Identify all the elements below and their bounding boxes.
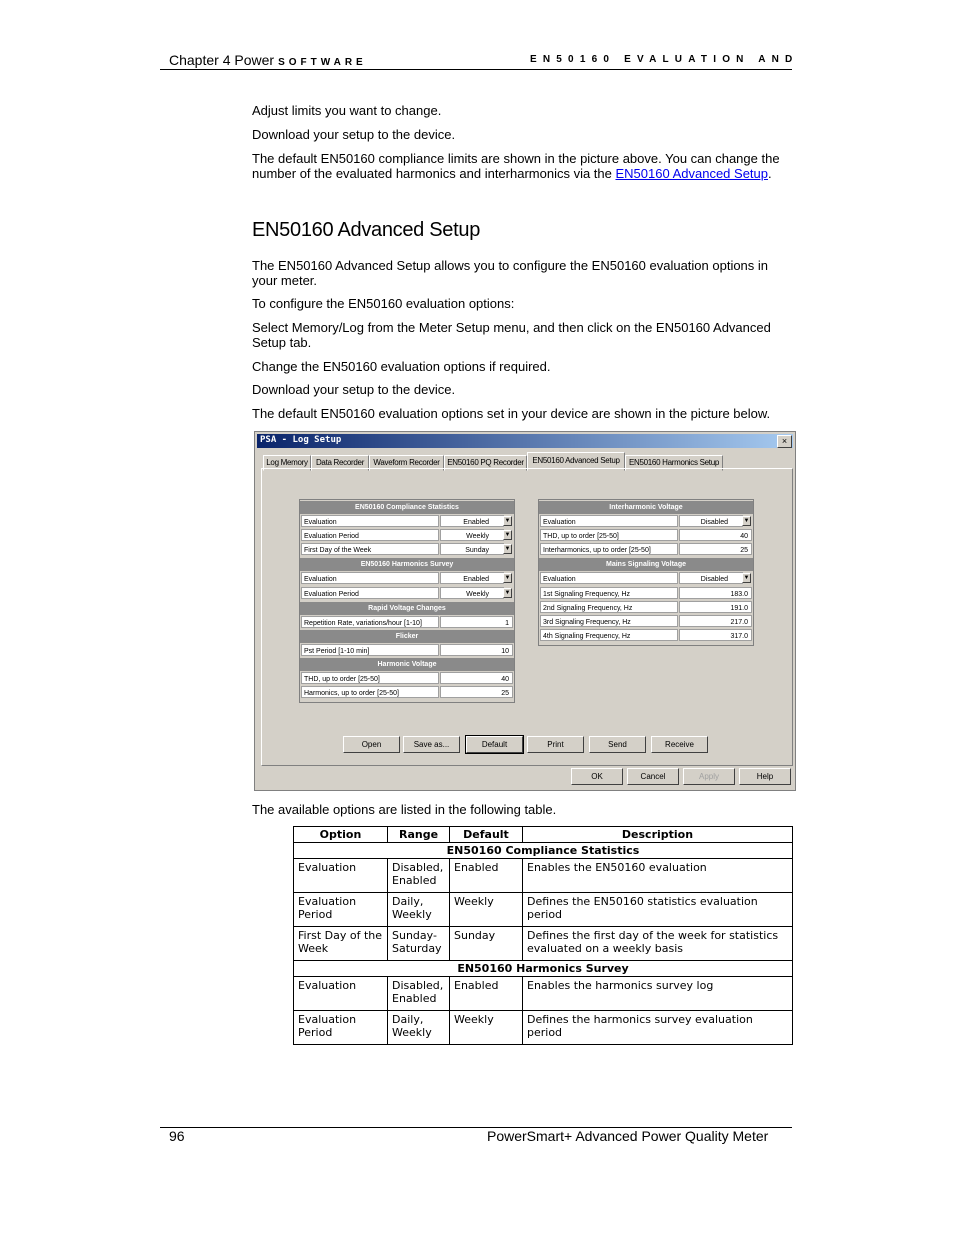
chevron-down-icon[interactable]: ▼: [504, 546, 511, 552]
mains-signaling-header: Mains Signaling Voltage: [539, 558, 753, 571]
chevron-down-icon[interactable]: ▼: [743, 518, 750, 524]
cell: Evaluation: [294, 977, 388, 1011]
paragraph: Adjust limits you want to change.: [252, 103, 442, 118]
column-header: Range: [388, 827, 450, 843]
tab-advanced-setup[interactable]: EN50160 Advanced Setup: [527, 452, 625, 471]
running-header-title: EN50160 EVALUATION AND: [530, 54, 799, 65]
chevron-down-icon[interactable]: ▼: [504, 575, 511, 581]
options-table: [293, 826, 793, 1045]
chevron-down-icon[interactable]: ▼: [743, 575, 750, 581]
chevron-down-icon[interactable]: ▼: [504, 532, 511, 538]
interharmonic-thd-input[interactable]: 40: [679, 529, 752, 541]
cell: Enables the harmonics survey log: [523, 977, 793, 1011]
paragraph: To configure the EN50160 evaluation options:: [252, 296, 515, 311]
rvc-header: Rapid Voltage Changes: [300, 602, 514, 615]
default-button[interactable]: Default: [466, 736, 523, 753]
cell: Disabled, Enabled: [388, 977, 450, 1011]
chevron-down-icon[interactable]: ▼: [504, 518, 511, 524]
first-day-select[interactable]: Sunday: [440, 543, 504, 555]
thd-order-input[interactable]: 40: [440, 672, 513, 684]
harmonics-order-input[interactable]: 25: [440, 686, 513, 698]
save-as-button[interactable]: Save as...: [403, 736, 460, 753]
table-row: [294, 859, 793, 893]
dialog-title: PSA - Log Setup: [260, 435, 342, 445]
table-header-row: [294, 827, 793, 843]
help-button[interactable]: Help: [739, 768, 791, 785]
label: 1st Signaling Frequency, Hz: [540, 587, 678, 599]
tab-harmonics-setup[interactable]: EN50160 Harmonics Setup: [625, 455, 723, 471]
cell: Enables the EN50160 evaluation: [523, 859, 793, 893]
compliance-evaluation-select[interactable]: Enabled: [440, 515, 504, 527]
advanced-setup-link[interactable]: EN50160 Advanced Setup: [615, 166, 768, 181]
label: 3rd Signaling Frequency, Hz: [540, 615, 678, 627]
log-setup-dialog: [254, 431, 796, 791]
harmonics-period-select[interactable]: Weekly: [440, 587, 504, 599]
section-row: EN50160 Compliance Statistics: [294, 843, 793, 859]
paragraph-text: The default EN50160 compliance limits are shown in the picture above. You can change the number of the evaluated harmonics and interharmonics via the: [252, 151, 780, 181]
harmonic-voltage-header: Harmonic Voltage: [300, 658, 514, 671]
paragraph: Download your setup to the device.: [252, 382, 456, 397]
paragraph-text: .: [768, 166, 772, 181]
interharmonic-evaluation-select[interactable]: Disabled: [679, 515, 743, 527]
page-number: 96: [169, 1128, 185, 1144]
label: Repetition Rate, variations/hour [1-10]: [301, 616, 439, 628]
cell: Weekly: [450, 1011, 523, 1045]
paragraph: Select Memory/Log from the Meter Setup menu, and then click on the EN50160 Advanced Setup tab.: [252, 320, 771, 350]
label: Interharmonics, up to order [25-50]: [540, 543, 678, 555]
cell: Evaluation: [294, 859, 388, 893]
table-row: [294, 1011, 793, 1045]
footer-product: PowerSmart+ Advanced Power Quality Meter: [487, 1128, 769, 1144]
label: Harmonics, up to order [25-50]: [301, 686, 439, 698]
label: THD, up to order [25-50]: [540, 529, 678, 541]
print-button[interactable]: Print: [527, 736, 584, 753]
freq1-input[interactable]: 183.0: [679, 587, 752, 599]
freq4-input[interactable]: 317.0: [679, 629, 752, 641]
table-row: [294, 927, 793, 961]
chevron-down-icon[interactable]: ▼: [504, 590, 511, 596]
cell: Enabled: [450, 977, 523, 1011]
freq2-input[interactable]: 191.0: [679, 601, 752, 613]
cell: Defines the first day of the week for statistics evaluated on a weekly basis: [523, 927, 793, 961]
flicker-header: Flicker: [300, 630, 514, 643]
open-button[interactable]: Open: [343, 736, 400, 753]
table-row: [294, 977, 793, 1011]
left-settings-group: [299, 499, 515, 703]
freq3-input[interactable]: 217.0: [679, 615, 752, 627]
label: THD, up to order [25-50]: [301, 672, 439, 684]
close-icon[interactable]: ×: [777, 435, 792, 448]
cell: Defines the harmonics survey evaluation period: [523, 1011, 793, 1045]
interharmonic-header: Interharmonic Voltage: [539, 501, 753, 514]
paragraph: The default EN50160 evaluation options set in your device are shown in the picture below.: [252, 406, 771, 421]
header-chapter-text: Chapter 4 Power: [169, 52, 275, 68]
paragraph: Download your setup to the device.: [252, 127, 456, 142]
apply-button[interactable]: Apply: [683, 768, 735, 785]
cell: Sunday-Saturday: [388, 927, 450, 961]
cell: Sunday: [450, 927, 523, 961]
tab-waveform-recorder[interactable]: Waveform Recorder: [369, 455, 444, 471]
table-row: [294, 893, 793, 927]
paragraph: Change the EN50160 evaluation options if required.: [252, 359, 551, 374]
cell: Evaluation Period: [294, 893, 388, 927]
label: Evaluation: [301, 515, 439, 527]
receive-button[interactable]: Receive: [651, 736, 708, 753]
column-header: Option: [294, 827, 388, 843]
harmonics-evaluation-select[interactable]: Enabled: [440, 572, 504, 584]
column-header: Default: [450, 827, 523, 843]
header-software-text: SOFTWARE: [278, 57, 367, 68]
tab-data-recorder[interactable]: Data Recorder: [311, 455, 369, 471]
section-row: EN50160 Harmonics Survey: [294, 961, 793, 977]
label: Evaluation Period: [301, 587, 439, 599]
label: Evaluation: [540, 515, 678, 527]
tab-log-memory[interactable]: Log Memory: [263, 455, 311, 471]
send-button[interactable]: Send: [589, 736, 646, 753]
table-intro: The available options are listed in the following table.: [252, 802, 557, 817]
ok-button[interactable]: OK: [571, 768, 623, 785]
cell: Defines the EN50160 statistics evaluation period: [523, 893, 793, 927]
cell: First Day of the Week: [294, 927, 388, 961]
cell: Daily, Weekly: [388, 1011, 450, 1045]
cell: Disabled, Enabled: [388, 859, 450, 893]
header-rule: [160, 69, 792, 70]
pst-period-input[interactable]: 10: [440, 644, 513, 656]
harmonics-survey-header: EN50160 Harmonics Survey: [300, 558, 514, 571]
cell: Weekly: [450, 893, 523, 927]
section-title: EN50160 Advanced Setup: [252, 219, 481, 241]
tab-pq-recorder[interactable]: EN50160 PQ Recorder: [444, 455, 527, 471]
compliance-period-select[interactable]: Weekly: [440, 529, 504, 541]
label: Pst Period [1-10 min]: [301, 644, 439, 656]
running-header-chapter: [169, 52, 367, 68]
cancel-button[interactable]: Cancel: [627, 768, 679, 785]
rvc-rate-input[interactable]: 1: [440, 616, 513, 628]
column-header: Description: [523, 827, 793, 843]
paragraph: The EN50160 Advanced Setup allows you to configure the EN50160 evaluation options in your meter.: [252, 258, 769, 288]
compliance-header: EN50160 Compliance Statistics: [300, 501, 514, 514]
paragraph-default-limits: [252, 151, 782, 181]
cell: Evaluation Period: [294, 1011, 388, 1045]
dialog-titlebar: [257, 434, 793, 448]
mains-evaluation-select[interactable]: Disabled: [679, 572, 743, 584]
right-settings-group: [538, 499, 754, 646]
cell: Enabled: [450, 859, 523, 893]
label: First Day of the Week: [301, 543, 439, 555]
label: Evaluation Period: [301, 529, 439, 541]
label: Evaluation: [540, 572, 678, 584]
label: Evaluation: [301, 572, 439, 584]
cell: Daily, Weekly: [388, 893, 450, 927]
label: 2nd Signaling Frequency, Hz: [540, 601, 678, 613]
interharmonics-order-input[interactable]: 25: [679, 543, 752, 555]
label: 4th Signaling Frequency, Hz: [540, 629, 678, 641]
